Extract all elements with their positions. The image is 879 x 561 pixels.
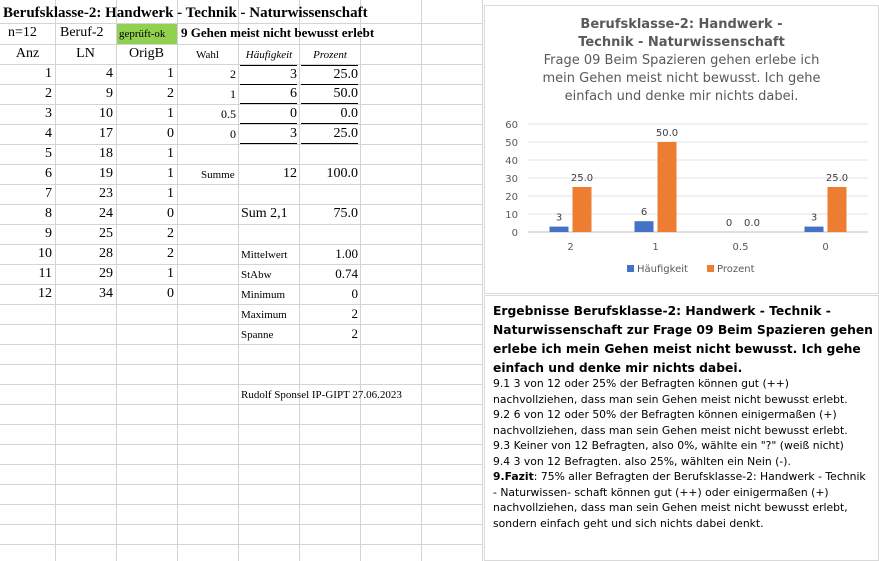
chart-title: Berufsklasse-2: Handwerk - Technik - Naturwissenschaft bbox=[578, 17, 785, 50]
freq-prozent: 50.0 bbox=[301, 85, 358, 104]
cell-ln: 19 bbox=[99, 166, 113, 181]
cell-anz: 11 bbox=[38, 266, 52, 281]
grid-line bbox=[0, 424, 483, 425]
grid-line bbox=[0, 444, 483, 445]
fazit-text: : 75% aller Befragten der Berufsklasse-2: Handwerk - Technik - Naturwissen- schaft können gut (++) oder einigermaßen (+) nachvollziehen, dass man sein Gehen meist nicht bewusst erlebt, sondern einfach geht und sich nichts dabei denkt. bbox=[493, 470, 866, 530]
header-prozent: Prozent bbox=[313, 49, 347, 61]
cell-ln: 23 bbox=[99, 186, 113, 201]
chart-bar bbox=[805, 227, 824, 232]
grid-line bbox=[0, 504, 483, 505]
summe-haeufigkeit: 12 bbox=[283, 166, 297, 181]
cell-ln: 25 bbox=[99, 226, 113, 241]
stat-value: 1.00 bbox=[335, 246, 358, 261]
result-9-2: 9.2 6 von 12 oder 50% der Befragten können einigermaßen (+) nachvollziehen, dass man sein Gehen meist nicht bewusst erlebt. bbox=[493, 408, 848, 437]
freq-haeufigkeit: 3 bbox=[240, 125, 297, 144]
sum21-value: 75.0 bbox=[333, 206, 358, 221]
grid-line bbox=[0, 484, 483, 485]
bar-chart[interactable] bbox=[484, 5, 879, 294]
cell-anz: 6 bbox=[45, 166, 52, 181]
author-credit: Rudolf Sponsel IP-GIPT 27.06.2023 bbox=[241, 389, 402, 401]
header-anz: Anz bbox=[15, 46, 40, 61]
data-label: 0 bbox=[725, 218, 733, 229]
cell-ln: 4 bbox=[106, 66, 113, 81]
data-label: 6 bbox=[640, 207, 648, 219]
header-ln: LN bbox=[76, 46, 95, 61]
x-tick-label: 0 bbox=[822, 242, 829, 253]
cell-origb: 0 bbox=[167, 126, 174, 141]
stat-value: 0 bbox=[351, 286, 358, 301]
y-tick-label: 40 bbox=[505, 156, 518, 167]
x-tick-label: 1 bbox=[652, 242, 659, 253]
cell-ln: 28 bbox=[99, 246, 113, 261]
chart-bar bbox=[550, 227, 569, 232]
cell-anz: 12 bbox=[38, 286, 52, 301]
freq-prozent: 25.0 bbox=[301, 125, 358, 144]
result-9-4: 9.4 3 von 12 Befragten. also 25%, wählten ein Nein (-). bbox=[493, 454, 791, 468]
data-label: 3 bbox=[555, 212, 563, 224]
sheet-title: Berufsklasse-2: Handwerk - Technik - Naturwissenschaft bbox=[3, 5, 368, 21]
y-tick-label: 60 bbox=[505, 120, 518, 131]
freq-prozent: 25.0 bbox=[301, 65, 358, 85]
cell-ln: 18 bbox=[99, 146, 113, 161]
cell-anz: 5 bbox=[45, 146, 52, 161]
y-tick-label: 0 bbox=[511, 228, 518, 239]
legend-swatch bbox=[627, 265, 634, 272]
cell-origb: 1 bbox=[167, 266, 174, 281]
result-9-3: 9.3 Keiner von 12 Befragten, also 0%, wählte ein "?" (weiß nicht) bbox=[493, 439, 844, 452]
stat-label: Minimum bbox=[241, 289, 286, 301]
cell-origb: 1 bbox=[167, 66, 174, 81]
cell-origb: 0 bbox=[167, 286, 174, 301]
freq-wahl: 1 bbox=[230, 87, 236, 101]
cell-origb: 2 bbox=[167, 246, 174, 261]
freq-haeufigkeit: 3 bbox=[240, 65, 297, 85]
cell-ln: 17 bbox=[99, 126, 113, 141]
cell-anz: 1 bbox=[45, 66, 52, 81]
stat-label: Spanne bbox=[241, 329, 274, 341]
cell-anz: 9 bbox=[45, 226, 52, 241]
stat-value: 2 bbox=[351, 306, 358, 321]
freq-haeufigkeit: 0 bbox=[240, 105, 297, 124]
x-tick-label: 2 bbox=[567, 242, 574, 253]
cell-ln: 10 bbox=[99, 106, 113, 121]
cell-anz: 2 bbox=[45, 86, 52, 101]
cell-anz: 4 bbox=[45, 126, 52, 141]
grid-line bbox=[0, 364, 483, 365]
data-label: 3 bbox=[810, 212, 818, 224]
stat-value: 2 bbox=[351, 326, 358, 341]
grid-line bbox=[0, 524, 483, 525]
grid-line bbox=[0, 384, 483, 385]
cell-ln: 29 bbox=[99, 266, 113, 281]
summe-label: Summe bbox=[201, 169, 235, 181]
chart-plot bbox=[485, 6, 878, 293]
summe-prozent: 100.0 bbox=[326, 166, 358, 181]
y-tick-label: 50 bbox=[505, 138, 518, 149]
y-tick-label: 30 bbox=[505, 174, 518, 185]
grid-line bbox=[0, 304, 483, 305]
chart-subtitle: Frage 09 Beim Spazieren gehen erlebe ich mein Gehen meist nicht bewusst. Ich gehe einfach und denke mir nichts dabei. bbox=[542, 53, 821, 104]
grid-line bbox=[0, 324, 483, 325]
chart-bar bbox=[573, 187, 592, 232]
cell-ln: 9 bbox=[106, 86, 113, 101]
n-label: n=12 bbox=[8, 25, 37, 40]
cell-ln: 24 bbox=[99, 206, 113, 221]
cell-anz: 3 bbox=[45, 106, 52, 121]
legend-label: Prozent bbox=[717, 264, 755, 275]
results-heading: Ergebnisse Berufsklasse-2: Handwerk - Technik - Naturwissenschaft zur Frage 09 Beim Spazieren gehen erlebe ich mein Gehen meist nicht bewusst. Ich gehe einfach und denke mir nichts dabei. bbox=[493, 304, 873, 375]
results-body bbox=[493, 376, 873, 531]
freq-wahl: 2 bbox=[230, 67, 236, 81]
grid-line bbox=[0, 404, 483, 405]
cell-origb: 1 bbox=[167, 146, 174, 161]
cell-origb: 0 bbox=[167, 206, 174, 221]
stat-label: Maximum bbox=[241, 309, 287, 321]
chart-bar bbox=[635, 221, 654, 232]
chart-bar bbox=[828, 187, 847, 232]
cell-origb: 1 bbox=[167, 186, 174, 201]
cell-anz: 8 bbox=[45, 206, 52, 221]
result-9-1: 9.1 3 von 12 oder 25% der Befragten können gut (++) nachvollziehen, dass man sein Gehen meist nicht bewusst erlebt. bbox=[493, 377, 848, 406]
grid-line bbox=[0, 544, 483, 545]
data-label: 0.0 bbox=[744, 218, 760, 229]
legend-swatch bbox=[707, 265, 714, 272]
cell-origb: 2 bbox=[167, 86, 174, 101]
cell-anz: 7 bbox=[45, 186, 52, 201]
header-origb: OrigB bbox=[129, 46, 164, 61]
fazit-label: 9.Fazit bbox=[493, 470, 534, 483]
cell-anz: 10 bbox=[38, 246, 52, 261]
header-wahl: Wahl bbox=[196, 49, 219, 61]
header-haeufigkeit: Häufigkeit bbox=[245, 49, 293, 61]
legend-label: Häufigkeit bbox=[637, 264, 688, 275]
freq-wahl: 0 bbox=[230, 127, 236, 141]
grid-line bbox=[0, 464, 483, 465]
cell-origb: 2 bbox=[167, 226, 174, 241]
stat-label: Mittelwert bbox=[241, 249, 288, 261]
data-label: 25.0 bbox=[570, 173, 594, 184]
question-label: 9 Gehen meist nicht bewusst erlebt bbox=[181, 25, 375, 40]
cell-origb: 1 bbox=[167, 106, 174, 121]
cell-ln: 34 bbox=[99, 286, 113, 301]
check-label: geprüft-ok bbox=[117, 24, 177, 44]
result-fazit bbox=[493, 469, 873, 531]
stat-label: StAbw bbox=[241, 269, 272, 281]
freq-prozent: 0.0 bbox=[301, 105, 358, 124]
x-tick-label: 0.5 bbox=[732, 242, 749, 253]
chart-bar bbox=[658, 142, 677, 232]
y-tick-label: 20 bbox=[505, 192, 518, 203]
grid-line bbox=[0, 344, 483, 345]
y-tick-label: 10 bbox=[505, 210, 518, 221]
cell-origb: 1 bbox=[167, 166, 174, 181]
beruf-label: Beruf-2 bbox=[60, 25, 104, 40]
data-label: 50.0 bbox=[655, 128, 679, 139]
freq-wahl: 0.5 bbox=[221, 107, 236, 121]
stat-value: 0.74 bbox=[335, 266, 358, 281]
data-label: 25.0 bbox=[825, 173, 849, 184]
sum21-label: Sum 2,1 bbox=[241, 206, 288, 221]
results-textbox[interactable] bbox=[484, 295, 879, 561]
freq-haeufigkeit: 6 bbox=[240, 85, 297, 104]
